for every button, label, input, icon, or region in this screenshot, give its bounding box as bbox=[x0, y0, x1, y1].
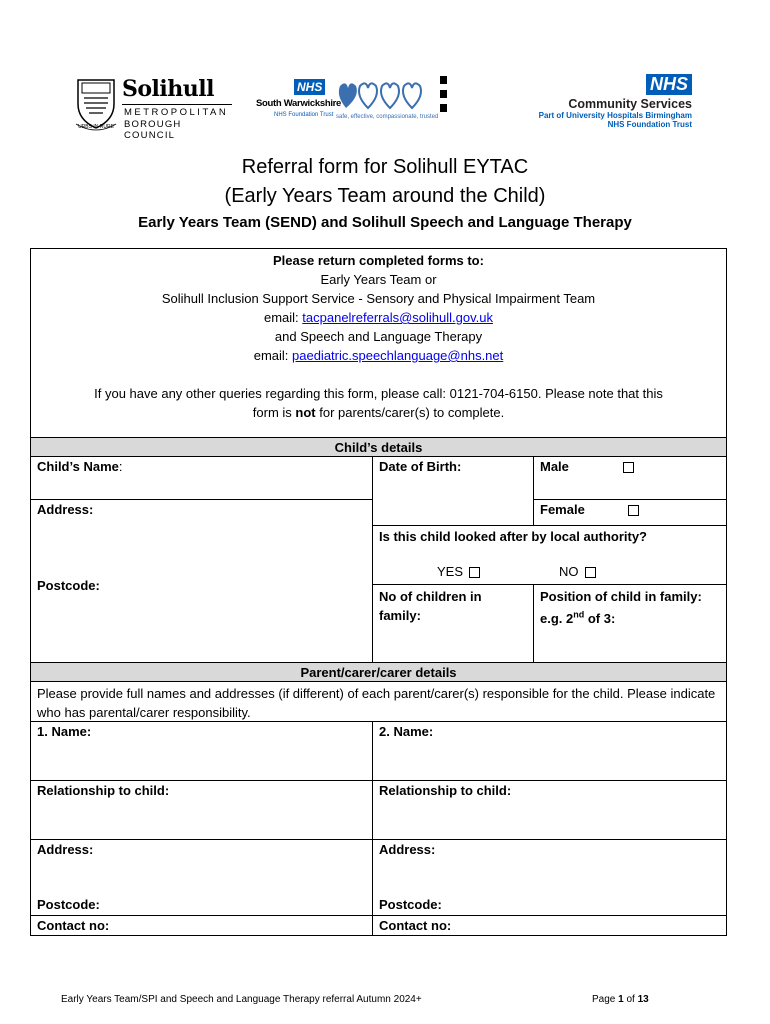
page-title-line1: Referral form for Solihull EYTAC bbox=[241, 156, 529, 178]
twitter-icon bbox=[440, 76, 447, 84]
parent2-address-label: Address: bbox=[379, 842, 436, 857]
cs-name: Community Services bbox=[568, 97, 692, 111]
south-warwickshire-logo bbox=[256, 76, 451, 128]
sw-tagline: safe, effective, compassionate, trusted bbox=[336, 114, 439, 120]
parent1-name-label: 1. Name: bbox=[37, 724, 92, 739]
parent1-postcode-label: Postcode: bbox=[37, 897, 100, 912]
children-count-label: No of children in family: bbox=[379, 589, 482, 623]
children-count-cell[interactable] bbox=[372, 584, 534, 663]
solihull-council-logo bbox=[74, 74, 234, 141]
solihull-line1: METROPOLITAN bbox=[124, 107, 229, 118]
dob-cell[interactable] bbox=[372, 456, 534, 526]
child-position-cell[interactable] bbox=[533, 584, 727, 663]
parent2-postcode-label: Postcode: bbox=[379, 897, 442, 912]
address-label: Address: bbox=[37, 502, 94, 517]
hearts-icon bbox=[336, 78, 436, 112]
parent1-relationship-cell[interactable] bbox=[30, 780, 373, 840]
youtube-icon bbox=[440, 104, 447, 112]
parent-instructions: Please provide full names and addresses (if different) of each parent/carer(s) responsible for the child. Please indicate who has parental/carer responsibility. bbox=[30, 681, 727, 722]
parent2-address-cell[interactable] bbox=[372, 839, 727, 916]
return-line1: Early Years Team or bbox=[320, 272, 437, 287]
child-position-label: Position of child in family: e.g. 2nd of 3: bbox=[540, 589, 702, 627]
child-name-cell[interactable] bbox=[30, 456, 373, 500]
return-info-box bbox=[30, 248, 727, 438]
parent-details-header: Parent/carer/carer details bbox=[30, 662, 727, 682]
queries-line2: form is not for parents/carer(s) to complete. bbox=[252, 405, 505, 420]
looked-after-label: Is this child looked after by local authority? bbox=[379, 529, 647, 544]
return-line3: and Speech and Language Therapy bbox=[274, 329, 483, 344]
parent1-name-cell[interactable] bbox=[30, 721, 373, 781]
email1-link[interactable]: tacpanelreferrals@solihull.gov.uk bbox=[302, 310, 493, 325]
solihull-name: Solihull bbox=[122, 76, 214, 102]
parent1-address-label: Address: bbox=[37, 842, 94, 857]
yes-checkbox[interactable] bbox=[469, 567, 480, 578]
child-details-header: Child’s details bbox=[30, 437, 727, 457]
postcode-label: Postcode: bbox=[37, 578, 100, 593]
solihull-line2: BOROUGH COUNCIL bbox=[124, 119, 182, 141]
female-label: Female bbox=[540, 502, 585, 517]
page-subtitle: Early Years Team (SEND) and Solihull Speech and Language Therapy bbox=[138, 214, 632, 231]
looked-after-cell bbox=[372, 525, 727, 585]
parent2-contact-label: Contact no: bbox=[379, 918, 452, 933]
parent2-relationship-label: Relationship to child: bbox=[379, 783, 512, 798]
email2-link[interactable]: paediatric.speechlanguage@nhs.net bbox=[292, 348, 504, 363]
parent2-relationship-cell[interactable] bbox=[372, 780, 727, 840]
parent2-name-cell[interactable] bbox=[372, 721, 727, 781]
return-heading: Please return completed forms to: bbox=[273, 253, 484, 268]
cs-line1: Part of University Hospitals Birmingham bbox=[538, 111, 692, 120]
male-label: Male bbox=[540, 459, 569, 474]
social-icons bbox=[440, 76, 448, 124]
parent1-contact-cell[interactable] bbox=[30, 915, 373, 936]
cs-line2: NHS Foundation Trust bbox=[607, 120, 692, 129]
page-title-line2: (Early Years Team around the Child) bbox=[224, 185, 546, 207]
footer-text: Early Years Team/SPI and Speech and Language Therapy referral Autumn 2024+ bbox=[61, 994, 422, 1005]
solihull-divider bbox=[122, 104, 232, 105]
female-cell bbox=[533, 499, 727, 526]
parent1-contact-label: Contact no: bbox=[37, 918, 110, 933]
parent1-address-cell[interactable] bbox=[30, 839, 373, 916]
email2-prefix: email: bbox=[253, 348, 293, 363]
parent2-contact-cell[interactable] bbox=[372, 915, 727, 936]
sw-trust: NHS Foundation Trust bbox=[274, 112, 334, 118]
child-name-label: Child’s Name bbox=[37, 459, 119, 474]
sw-name: South Warwickshire bbox=[256, 98, 342, 109]
parent1-relationship-label: Relationship to child: bbox=[37, 783, 170, 798]
email1-prefix: email: bbox=[263, 310, 303, 325]
nhs-badge: NHS bbox=[294, 79, 325, 95]
yes-label: YES bbox=[437, 564, 464, 579]
community-services-logo bbox=[508, 74, 692, 132]
address-cell[interactable] bbox=[30, 499, 373, 663]
page-number: Page 1 of 13 bbox=[592, 994, 649, 1005]
dob-label: Date of Birth: bbox=[379, 459, 462, 474]
no-checkbox[interactable] bbox=[585, 567, 596, 578]
solihull-motto: URBS IN RURE bbox=[78, 124, 114, 130]
male-checkbox[interactable] bbox=[623, 462, 634, 473]
return-line2: Solihull Inclusion Support Service - Sensory and Physical Impairment Team bbox=[161, 291, 596, 306]
male-cell bbox=[533, 456, 727, 500]
queries-line1: If you have any other queries regarding this form, please call: 0121-704-6150. Please note that this bbox=[94, 386, 663, 401]
facebook-icon bbox=[440, 90, 447, 98]
nhs-badge-large: NHS bbox=[646, 74, 692, 95]
no-label: NO bbox=[559, 564, 579, 579]
parent2-name-label: 2. Name: bbox=[379, 724, 434, 739]
child-name-colon: : bbox=[118, 459, 123, 474]
female-checkbox[interactable] bbox=[628, 505, 639, 516]
